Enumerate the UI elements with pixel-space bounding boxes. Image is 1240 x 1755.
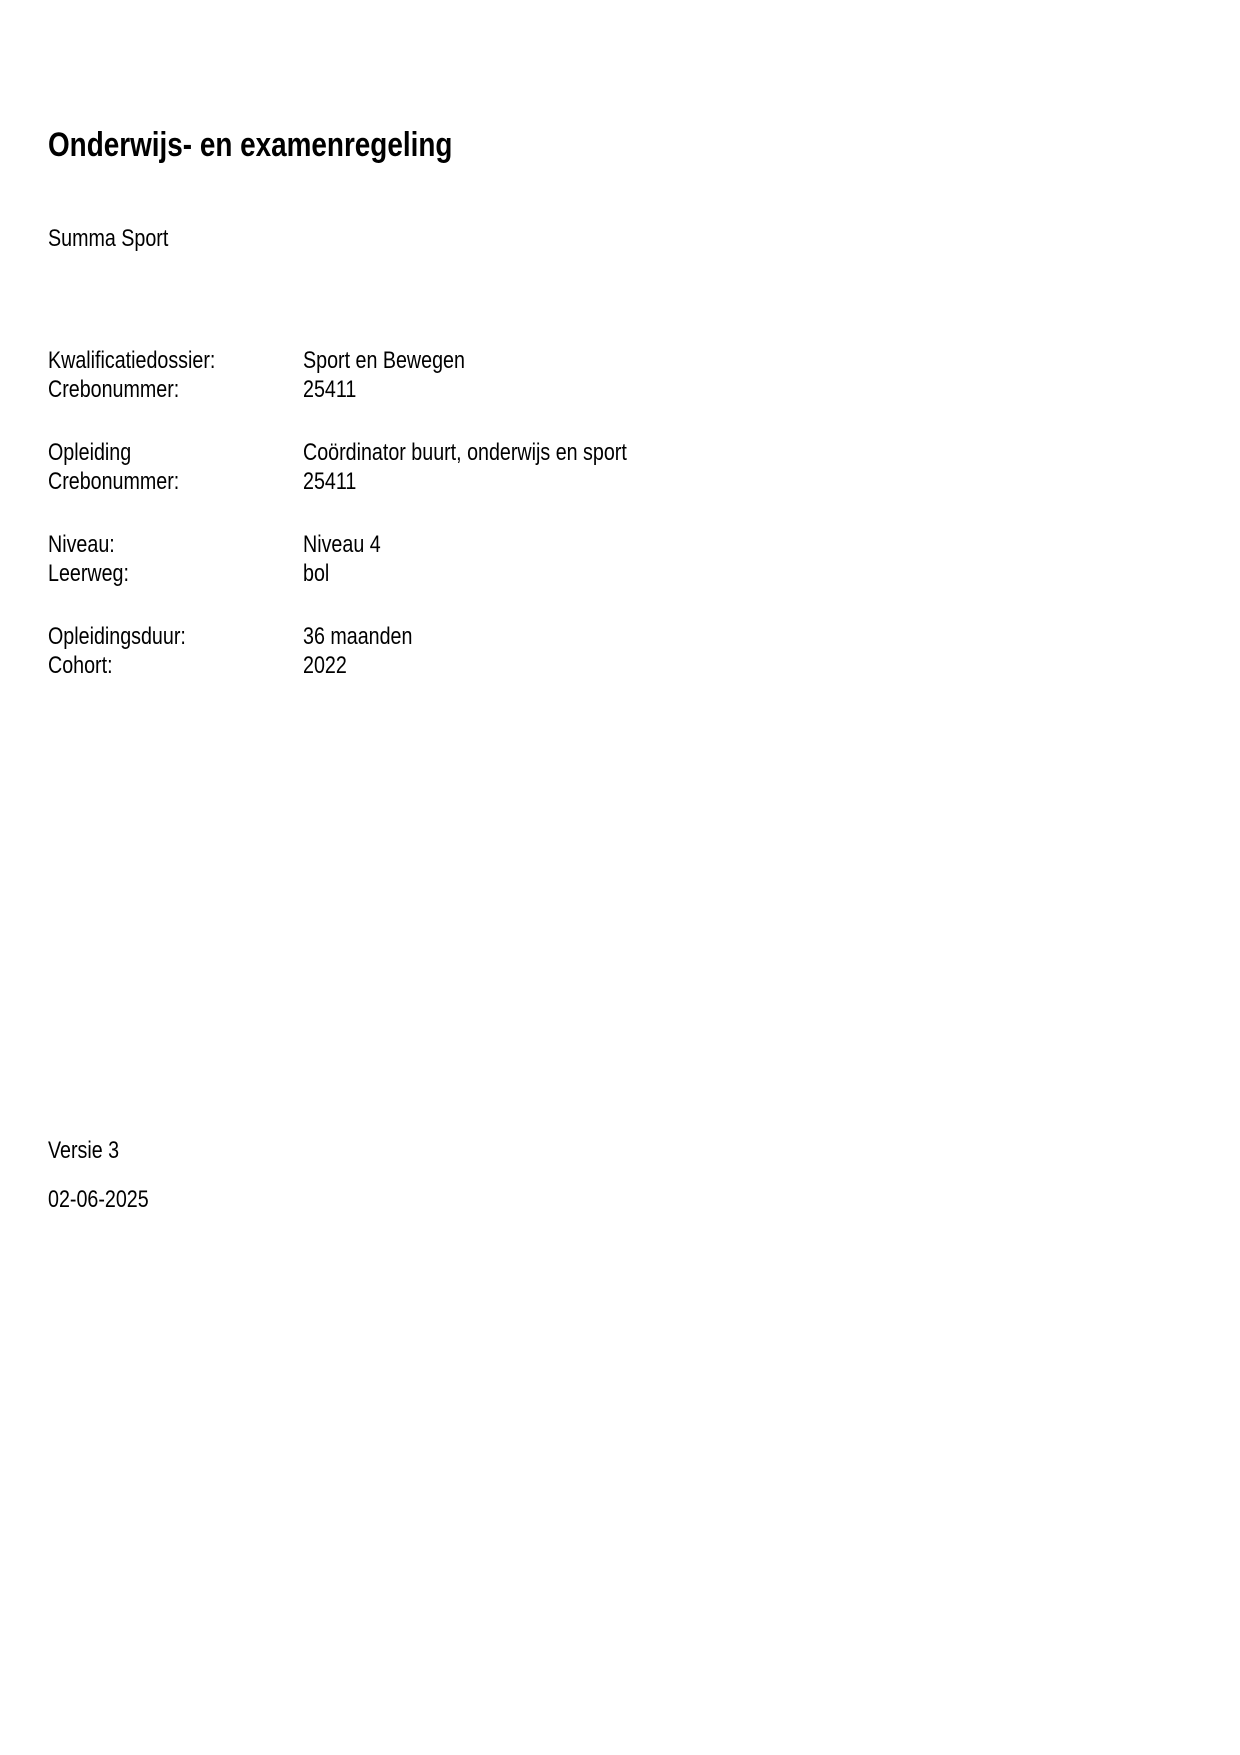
- info-value: 25411: [303, 468, 357, 495]
- info-label: Opleiding: [48, 439, 132, 466]
- info-label: Crebonummer:: [48, 468, 180, 495]
- info-label: Niveau:: [48, 531, 115, 558]
- info-value: 2022: [303, 652, 347, 679]
- page-title: [48, 128, 541, 162]
- info-label: Cohort:: [48, 652, 113, 679]
- info-label: Leerweg:: [48, 560, 129, 587]
- info-value: Niveau 4: [303, 531, 381, 558]
- info-value: Coördinator buurt, onderwijs en sport: [303, 439, 627, 466]
- date-text-label: 02-06-2025: [48, 1186, 149, 1213]
- document-subtitle: [48, 227, 195, 251]
- version-text-label: Versie 3: [48, 1137, 120, 1164]
- document-subtitle-text: Summa Sport: [48, 225, 169, 252]
- info-value: Sport en Bewegen: [303, 347, 465, 374]
- page-title-text: Onderwijs- en examenregeling: [48, 126, 453, 164]
- info-value: bol: [303, 560, 330, 587]
- info-label: Opleidingsduur:: [48, 623, 186, 650]
- info-label: Kwalificatiedossier:: [48, 347, 216, 374]
- info-value: 36 maanden: [303, 623, 413, 650]
- version-text: [48, 1139, 135, 1163]
- date-text: [48, 1188, 171, 1212]
- info-label: Crebonummer:: [48, 376, 180, 403]
- info-value: 25411: [303, 376, 357, 403]
